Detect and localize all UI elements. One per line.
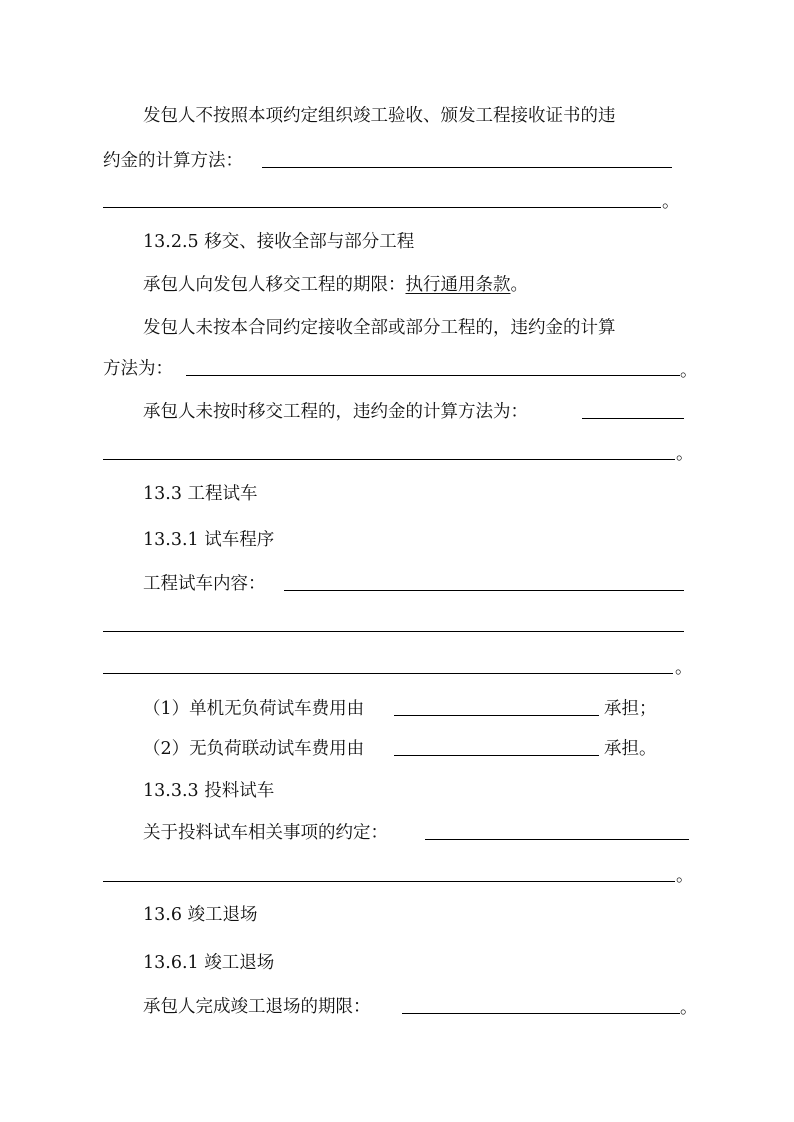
text-line: 。 (662, 192, 680, 212)
text-line: 承担； (604, 699, 657, 719)
fill-blank[interactable] (284, 590, 684, 591)
text-line: 工程试车内容： (143, 574, 266, 594)
text-line: 承包人未按时移交工程的，违约金的计算方法为： (143, 402, 528, 422)
section-heading: 13.3.1 试车程序 (143, 530, 275, 550)
text-line: 。 (675, 658, 693, 678)
text-line: 。 (680, 998, 698, 1018)
section-heading: 13.6 竣工退场 (143, 905, 258, 925)
text-line: 。 (676, 444, 694, 464)
fill-blank[interactable] (425, 839, 689, 840)
fill-blank[interactable] (103, 631, 684, 632)
text-span: 。 (510, 275, 528, 295)
text-line: 承担。 (604, 739, 657, 759)
fill-blank[interactable] (394, 715, 599, 716)
text-line: 发包人不按照本项约定组织竣工验收、颁发工程接收证书的违 (143, 106, 616, 126)
text-line: 。 (676, 866, 694, 886)
fill-blank[interactable] (103, 459, 675, 460)
fill-blank[interactable] (262, 167, 672, 168)
fill-blank[interactable] (402, 1013, 680, 1014)
section-heading: 13.3.3 投料试车 (143, 781, 275, 801)
text-line: 方法为： (103, 359, 173, 379)
fill-blank[interactable] (186, 375, 680, 376)
fill-blank[interactable] (103, 673, 673, 674)
text-line: （2）无负荷联动试车费用由 (143, 739, 365, 759)
section-heading: 13.2.5 移交、接收全部与部分工程 (143, 232, 415, 252)
text-line: （1）单机无负荷试车费用由 (143, 699, 365, 719)
text-line: 。 (680, 361, 698, 381)
section-heading: 13.3 工程试车 (143, 484, 258, 504)
fill-blank[interactable] (394, 755, 599, 756)
text-line (143, 273, 528, 297)
text-line: 关于投料试车相关事项的约定： (143, 823, 388, 843)
fill-blank[interactable] (582, 418, 684, 419)
text-span: 承包人向发包人移交工程的期限： (143, 275, 406, 295)
fill-blank[interactable] (103, 881, 675, 882)
underlined-answer: 执行通用条款 (405, 275, 511, 295)
text-line: 承包人完成竣工退场的期限： (143, 997, 371, 1017)
text-line: 约金的计算方法： (103, 151, 243, 171)
fill-blank[interactable] (103, 207, 661, 208)
text-line: 发包人未按本合同约定接收全部或部分工程的，违约金的计算 (143, 318, 616, 338)
section-heading: 13.6.1 竣工退场 (143, 953, 275, 973)
